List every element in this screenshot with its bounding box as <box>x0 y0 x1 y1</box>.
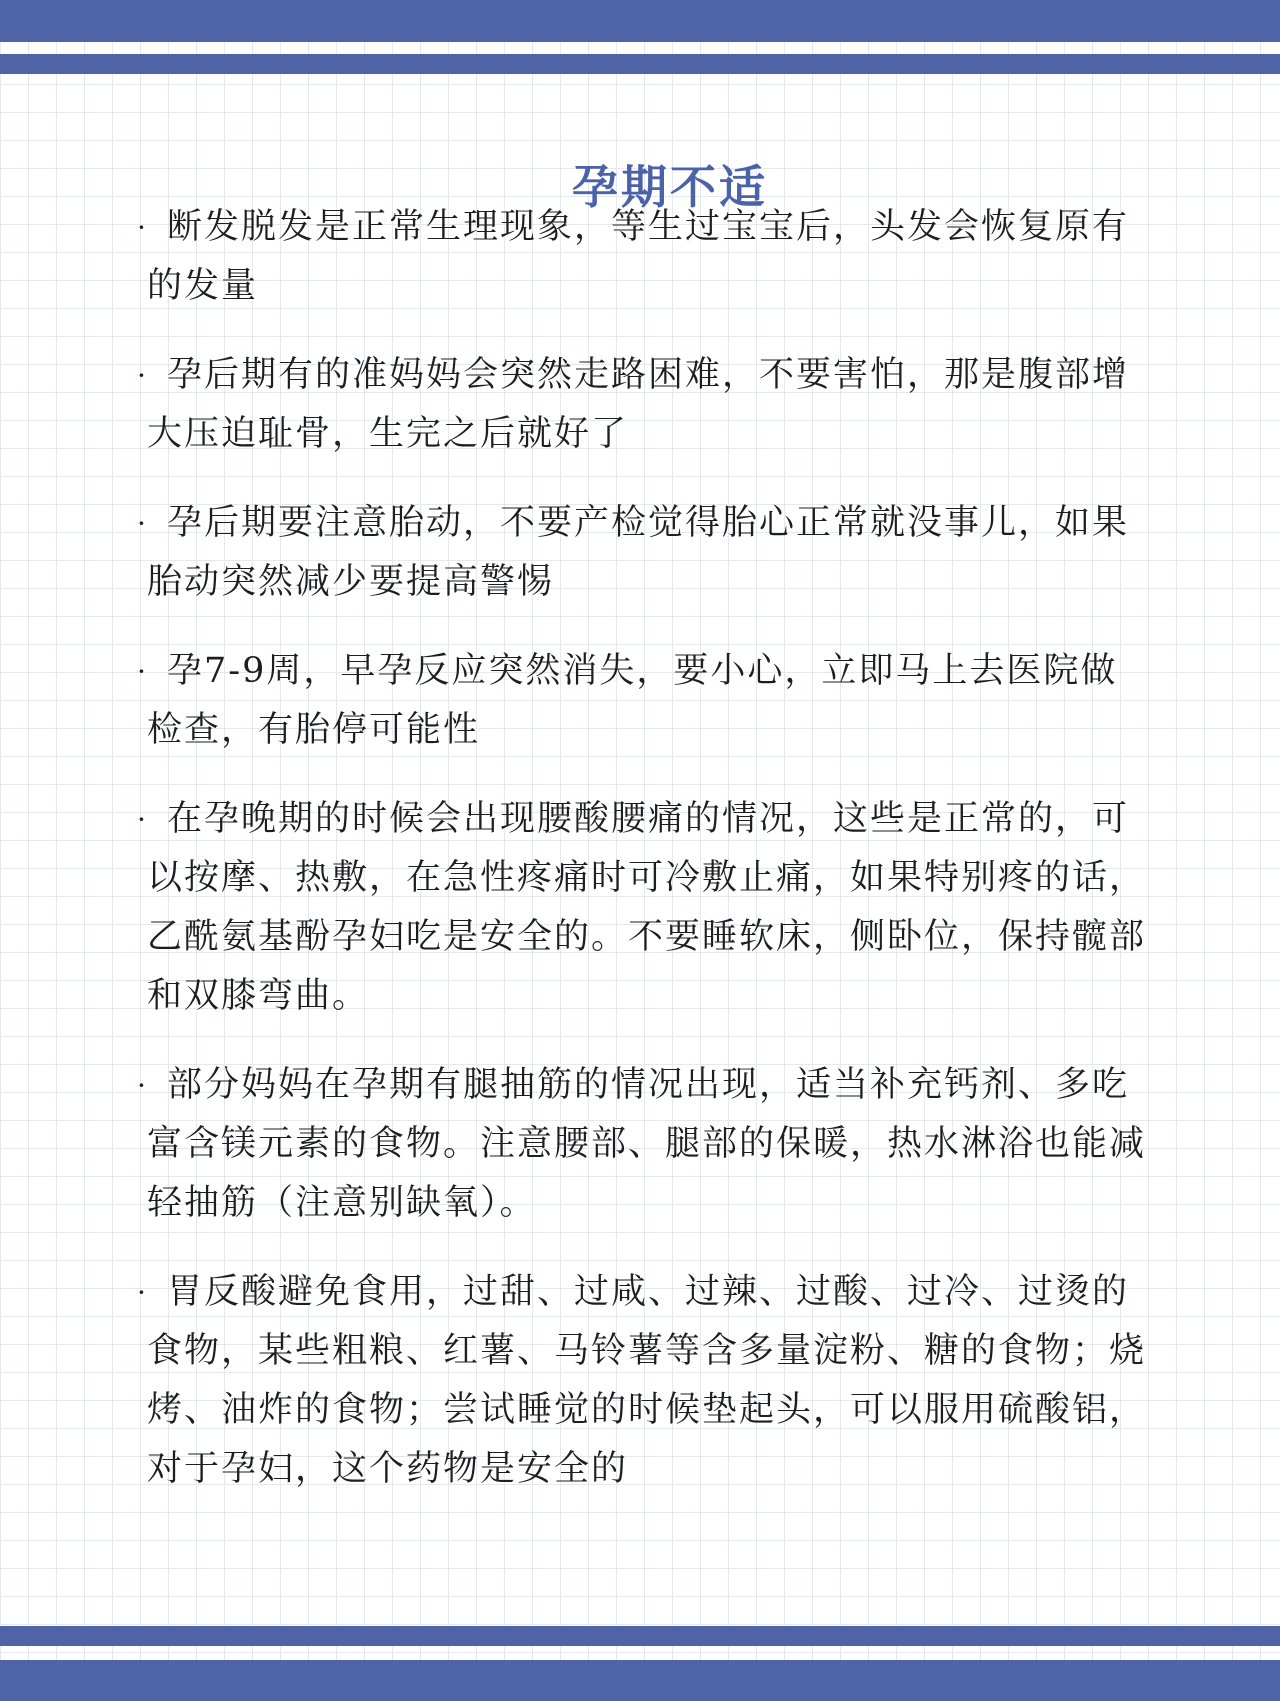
bullet-dot: · <box>137 1276 148 1309</box>
list-item <box>137 642 1152 760</box>
bullet-dot: · <box>137 507 148 540</box>
bullet-dot: · <box>137 359 148 392</box>
item-text: 在孕晚期的时候会出现腰酸腰痛的情况，这些是正常的，可以按摩、热敷，在急性疼痛时可冷敷止痛，如果特别疼的话，乙酰氨基酚孕妇吃是安全的。不要睡软床，侧卧位，保持髋部和双膝弯曲。 <box>147 799 1147 1016</box>
list-item <box>137 198 1152 316</box>
item-text: 断发脱发是正常生理现象，等生过宝宝后，头发会恢复原有的发量 <box>147 207 1130 306</box>
list-item <box>137 494 1152 612</box>
list-item <box>137 1263 1152 1499</box>
bottom-band-thick <box>0 1660 1280 1701</box>
bottom-band-thin <box>0 1626 1280 1646</box>
list-item <box>137 1056 1152 1233</box>
bullet-dot: · <box>137 655 148 688</box>
top-band-thin <box>0 54 1280 74</box>
list-item <box>137 790 1152 1026</box>
item-text: 孕后期有的准妈妈会突然走路困难，不要害怕，那是腹部增大压迫耻骨，生完之后就好了 <box>147 355 1130 454</box>
item-text: 部分妈妈在孕期有腿抽筋的情况出现，适当补充钙剂、多吃富含镁元素的食物。注意腰部、腿部的保暖，热水淋浴也能减轻抽筋（注意别缺氧）。 <box>147 1065 1147 1223</box>
bullet-dot: · <box>137 803 148 836</box>
page-title: 孕期不适 <box>572 159 768 214</box>
item-text: 孕后期要注意胎动，不要产检觉得胎心正常就没事儿，如果胎动突然减少要提高警惕 <box>147 503 1130 602</box>
bullet-dot: · <box>137 1069 148 1102</box>
bullet-dot: · <box>137 211 148 244</box>
item-text: 胃反酸避免食用，过甜、过咸、过辣、过酸、过冷、过烫的食物，某些粗粮、红薯、马铃薯等含多量淀粉、糖的食物；烧烤、油炸的食物；尝试睡觉的时候垫起头，可以服用硫酸铝，对于孕妇，这个药物是安全的 <box>147 1272 1147 1489</box>
item-text: 孕7-9周，早孕反应突然消失，要小心，立即马上去医院做检查，有胎停可能性 <box>147 651 1118 750</box>
tips-list <box>137 198 1152 1529</box>
list-item <box>137 346 1152 464</box>
top-band-thick <box>0 0 1280 42</box>
